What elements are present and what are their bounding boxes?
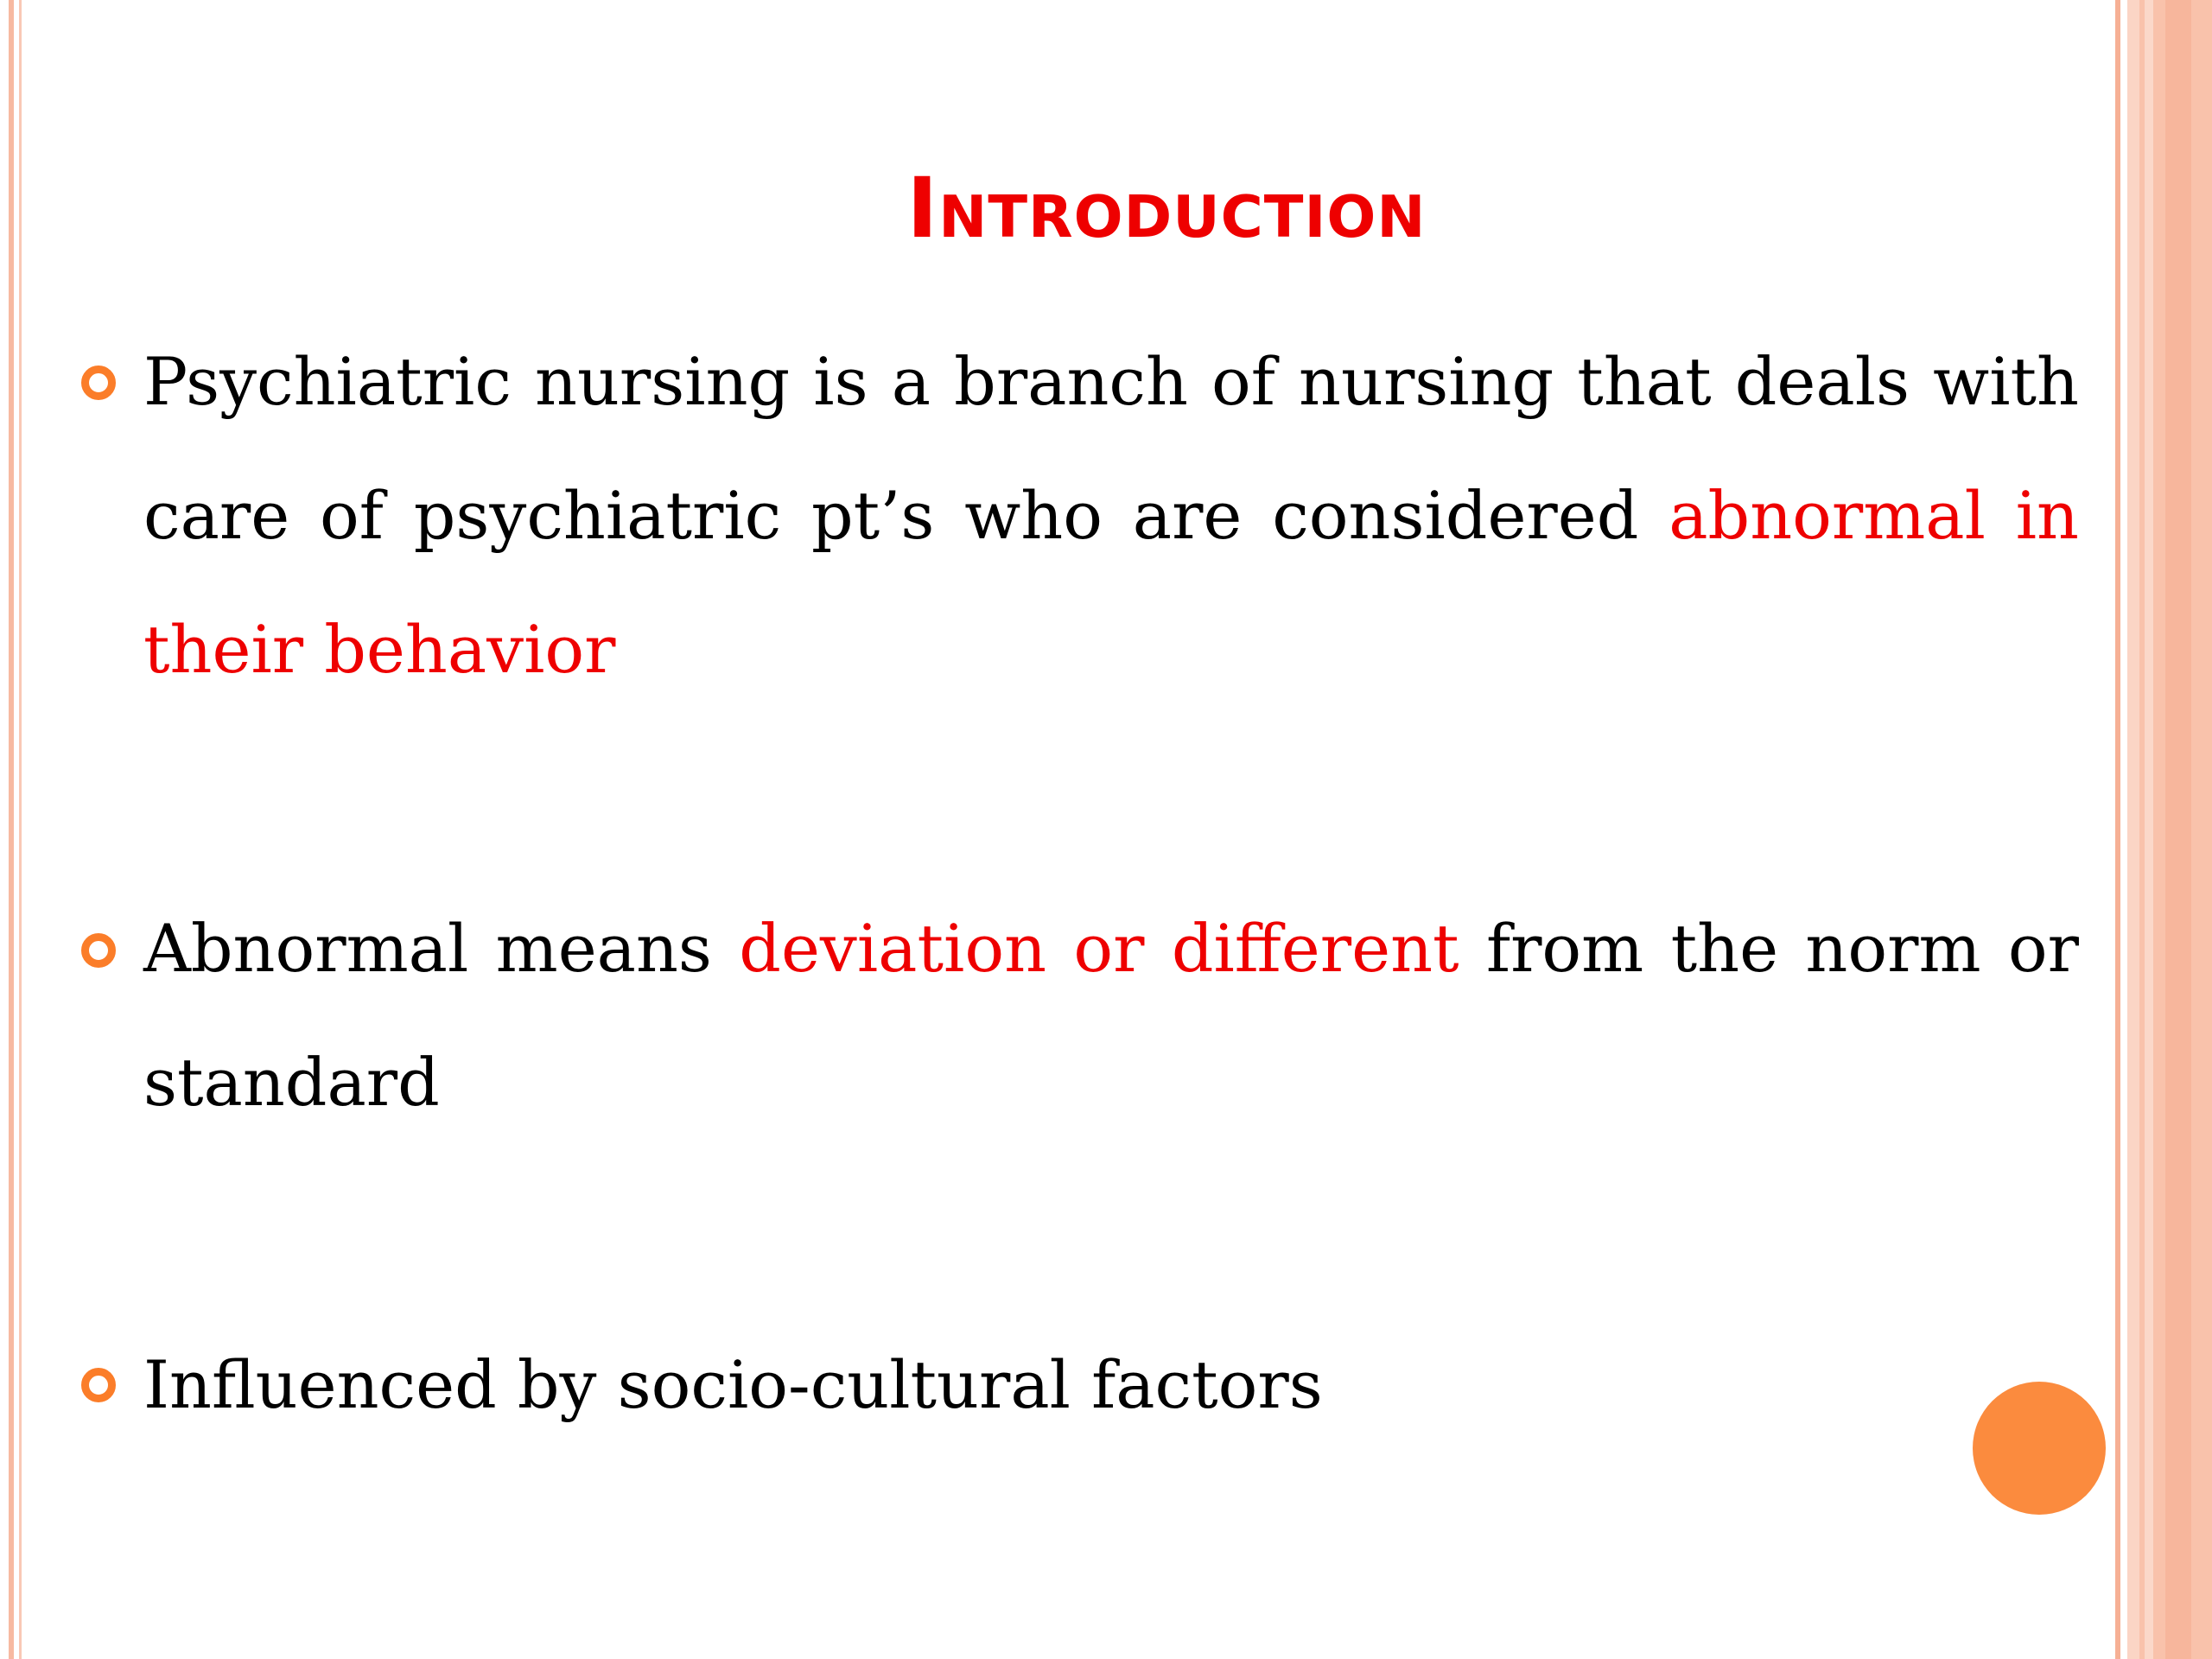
bullet-text: Psychiatric nursing is a branch of nursing that deals with care of psychiatric pt’s who are considered (143, 343, 2079, 554)
bullet-text-after: from the norm or standard (143, 910, 2079, 1121)
bullet-item (143, 1318, 2079, 1452)
bullet-circle-icon (81, 933, 116, 968)
bullet-item (143, 881, 2079, 1149)
bullet-highlight: deviation or different (739, 910, 1459, 987)
bullet-text: Influenced by socio-cultural factors (143, 1346, 1323, 1423)
slide-title: Introduction (906, 160, 1427, 257)
bullet-highlight: abnormal in their behavior (143, 477, 2079, 688)
bullet-circle-icon (81, 365, 116, 400)
bullet-item (143, 315, 2079, 716)
accent-circle-icon (1973, 1382, 2106, 1515)
bullet-text: Abnormal means (143, 910, 740, 987)
bullet-circle-icon (81, 1368, 116, 1402)
